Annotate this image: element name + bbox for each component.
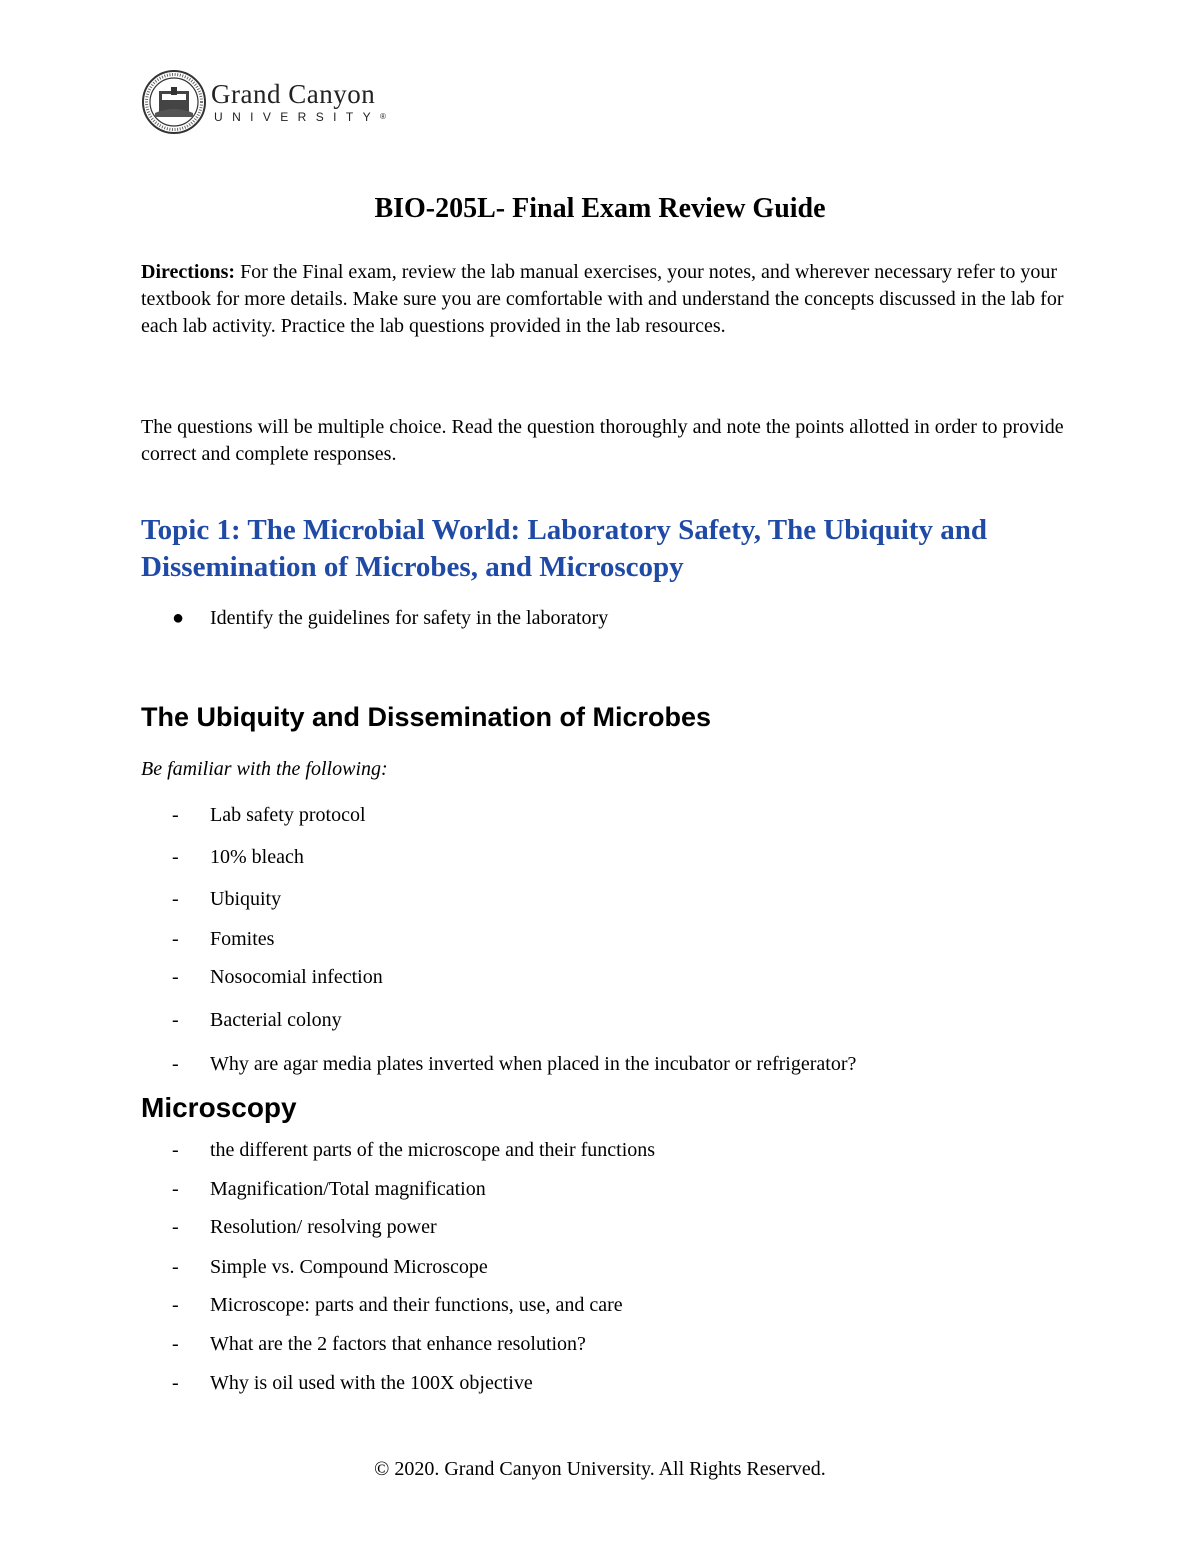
list-item-text: What are the 2 factors that enhance resolution? (210, 1333, 586, 1355)
list-item (172, 1007, 342, 1034)
dash-marker: - (172, 1333, 179, 1355)
dash-marker: - (172, 1294, 179, 1316)
university-subtitle: UNIVERSITY (214, 110, 381, 124)
list-item-text: the different parts of the microscope and their functions (210, 1139, 656, 1161)
list-item (172, 964, 383, 991)
list-item (172, 1214, 437, 1241)
page-title: BIO-205L- Final Exam Review Guide (374, 193, 826, 224)
dash-marker: - (172, 846, 179, 868)
dash-marker: - (172, 1256, 179, 1278)
dash-marker: - (172, 966, 179, 988)
list-item (172, 1176, 486, 1203)
directions-text: For the Final exam, review the lab manual exercises, your notes, and wherever necessary refer to your textbook for more details. Make sure you are comfortable with and understand the concepts discussed in the lab for each lab activity. Practice the lab questions provided in the lab resources. (141, 261, 1064, 337)
list-item-text: Fomites (210, 928, 275, 950)
bullet-icon: ● (172, 607, 185, 629)
list-item-text: 10% bleach (210, 846, 304, 868)
list-item (172, 886, 281, 913)
list-item-text: Why are agar media plates inverted when placed in the incubator or refrigerator? (210, 1053, 857, 1075)
university-name: Grand Canyon (211, 79, 376, 109)
list-item (172, 1331, 586, 1358)
directions-paragraph (141, 259, 1071, 340)
list-item (172, 802, 366, 829)
list-item (172, 844, 304, 871)
university-seal-icon (141, 69, 207, 135)
list-item-text: Identify the guidelines for safety in the laboratory (210, 607, 609, 629)
list-item-text: Simple vs. Compound Microscope (210, 1256, 488, 1278)
list-item-text: Why is oil used with the 100X objective (210, 1372, 533, 1394)
dash-marker: - (172, 804, 179, 826)
list-item (172, 1370, 533, 1397)
list-item-text: Microscope: parts and their functions, use, and care (210, 1294, 623, 1316)
dash-marker: - (172, 888, 179, 910)
directions-label: Directions: (141, 261, 236, 283)
list-item (172, 1254, 488, 1281)
list-item (172, 1051, 856, 1078)
dash-marker: - (172, 1053, 179, 1075)
list-item-text: Lab safety protocol (210, 804, 366, 826)
copyright-footer: © 2020. Grand Canyon University. All Rights Reserved. (374, 1458, 826, 1480)
list-item (172, 605, 608, 632)
dash-marker: - (172, 1139, 179, 1161)
list-item (172, 1137, 655, 1164)
section-heading-ubiquity: The Ubiquity and Dissemination of Microbes (141, 702, 712, 732)
dash-marker: - (172, 1216, 179, 1238)
university-logo (141, 68, 386, 136)
list-item-text: Magnification/Total magnification (210, 1178, 486, 1200)
list-item-text: Bacterial colony (210, 1009, 342, 1031)
note-paragraph: The questions will be multiple choice. Read the question thoroughly and note the points allotted in order to provide correct and complete responses. (141, 416, 1064, 465)
list-item-text: Ubiquity (210, 888, 282, 910)
list-item-text: Nosocomial infection (210, 966, 383, 988)
dash-marker: - (172, 928, 179, 950)
dash-marker: - (172, 1178, 179, 1200)
topic-1-heading: Topic 1: The Microbial World: Laboratory Safety, The Ubiquity and Dissemination of Microbes, and Microscopy (141, 514, 987, 583)
section-intro: Be familiar with the following: (141, 758, 388, 780)
list-item (172, 926, 274, 953)
dash-marker: - (172, 1372, 179, 1394)
list-item (172, 1292, 623, 1319)
trademark: ® (380, 112, 386, 121)
section-heading-microscopy: Microscopy (141, 1092, 297, 1123)
list-item-text: Resolution/ resolving power (210, 1216, 437, 1238)
dash-marker: - (172, 1009, 179, 1031)
